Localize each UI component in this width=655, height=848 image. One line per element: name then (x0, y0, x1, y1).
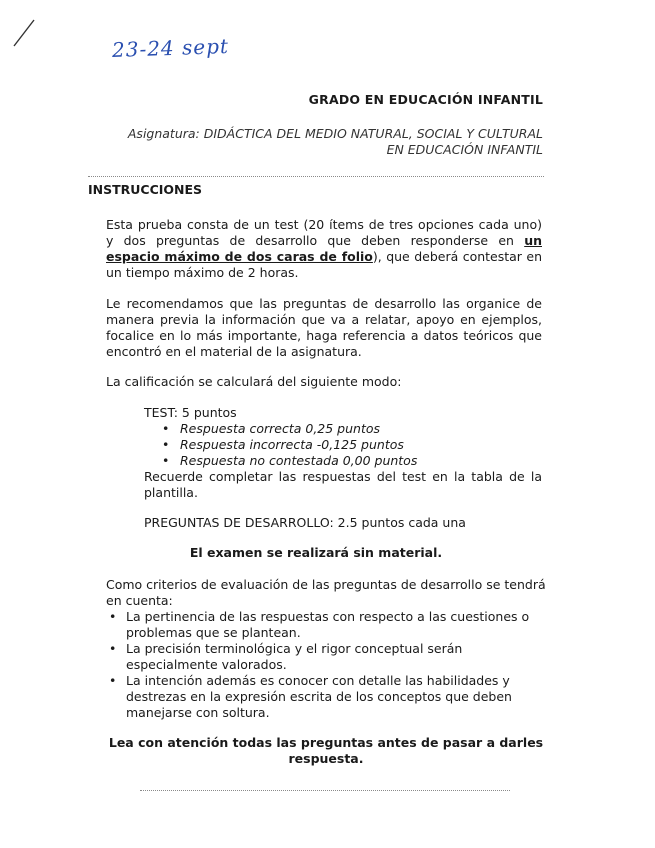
p1-text-before: Esta prueba consta de un test (20 ítems de tres opciones cada uno) y dos preguntas de desarrollo que deben responderse en (106, 217, 542, 248)
evaluation-criteria (106, 577, 546, 721)
subject-name: DIDÁCTICA DEL MEDIO NATURAL, SOCIAL Y CULTURAL EN EDUCACIÓN INFANTIL (203, 126, 543, 157)
test-scoring-list (144, 421, 542, 469)
no-material-notice: El examen se realizará sin material. (189, 545, 443, 560)
criteria-intro: Como criterios de evaluación de las preguntas de desarrollo se tendrá en cuenta: (106, 577, 546, 608)
criteria-list (106, 609, 546, 721)
instructions-paragraph-1 (106, 217, 542, 281)
list-item: • La pertinencia de las respuestas con respecto a las cuestiones o problemas que se plantean. (126, 609, 546, 641)
divider-top (88, 176, 544, 177)
p1-text-after: ), que deberá contestar en un tiempo máximo de 2 horas. (106, 249, 543, 280)
divider-bottom (140, 790, 510, 791)
development-questions-score: PREGUNTAS DE DESARROLLO: 2.5 puntos cada una (144, 515, 466, 530)
grading-intro: La calificación se calculará del siguiente modo: (106, 374, 402, 389)
list-item: • Respuesta incorrecta -0,125 puntos (180, 437, 542, 453)
p1-emphasis: un espacio máximo de dos caras de folio (106, 233, 542, 264)
closing-note: Lea con atención todas las preguntas antes de pasar a darles respuesta. (108, 735, 544, 766)
list-item: • Respuesta no contestada 0,00 puntos (180, 453, 542, 469)
instructions-heading: INSTRUCCIONES (88, 182, 203, 197)
list-item: • La precisión terminológica y el rigor conceptual serán especialmente valorados. (126, 641, 546, 673)
test-reminder: Recuerde completar las respuestas del test en la tabla de la plantilla. (144, 469, 542, 500)
subject-prefix: Asignatura: (127, 126, 200, 141)
handwritten-date: 23-24 sept (111, 33, 230, 63)
pen-stroke-mark (12, 16, 38, 50)
test-grading-block (144, 405, 542, 501)
list-item: • La intención además es conocer con detalle las habilidades y destrezas en la expresión escrita de los conceptos que deben manejarse con soltura. (126, 673, 546, 721)
instructions-paragraph-2: Le recomendamos que las preguntas de desarrollo las organice de manera previa la información que va a relatar, apoyo en ejemplos, focalice en lo más importante, haga referencia a datos teóricos que encontró en el material de la asignatura. (106, 296, 542, 359)
list-item: • Respuesta correcta 0,25 puntos (180, 421, 542, 437)
test-label: TEST: 5 puntos (144, 405, 237, 420)
subject-line (123, 126, 543, 158)
degree-title: GRADO EN EDUCACIÓN INFANTIL (308, 92, 543, 107)
